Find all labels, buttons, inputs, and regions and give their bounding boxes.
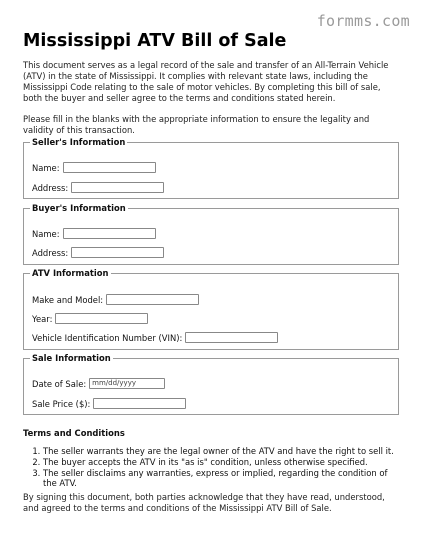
atv-vin-field[interactable] (185, 332, 278, 343)
terms-list (23, 446, 401, 489)
seller-section (23, 137, 399, 199)
sale-date-field[interactable]: mm/dd/yyyy (89, 378, 165, 389)
atv-make-field[interactable] (106, 294, 199, 305)
terms-item: 1. The seller warrants they are the legal owner of the ATV and have the right to sell it. (43, 446, 401, 457)
sale-date-row (32, 378, 165, 389)
sale-price-row (32, 398, 186, 409)
seller-name-label: Name: (32, 162, 60, 173)
buyer-legend: Buyer's Information (32, 203, 126, 213)
watermark: formms.com (316, 12, 410, 30)
atv-legend: ATV Information (32, 268, 109, 278)
seller-address-field[interactable] (71, 182, 164, 193)
seller-legend: Seller's Information (32, 137, 126, 147)
buyer-name-field[interactable] (63, 228, 156, 239)
atv-make-row (32, 294, 199, 305)
atv-year-field[interactable] (55, 313, 148, 324)
closing-paragraph: By signing this document, both parties acknowledge that they have read, understood, and agreed to the terms and conditions of the Mississippi ATV Bill of Sale. (23, 492, 385, 513)
document-page (23, 30, 401, 513)
intro-paragraph: This document serves as a legal record of the sale and transfer of an All-Terrain Vehicle (ATV) in the state of Mississippi. It complies with relevant state laws, including the Mississippi Code relating to the sale of motor vehicles. By completing this bill of sale, both the buyer and seller agree to the terms and conditions stated herein. (23, 60, 389, 103)
atv-vin-row (32, 332, 278, 343)
sale-legend: Sale Information (32, 353, 111, 363)
buyer-address-label: Address: (32, 247, 69, 258)
atv-vin-label: Vehicle Identification Number (VIN): (32, 332, 183, 343)
seller-name-row (32, 162, 156, 173)
atv-section (23, 268, 399, 350)
sale-section (23, 353, 399, 415)
terms-item: 3. The seller disclaims any warranties, express or implied, regarding the condition of the ATV. (43, 468, 401, 490)
instructions-paragraph: Please fill in the blanks with the appropriate information to ensure the legality and validity of this transaction. (23, 114, 370, 135)
buyer-name-row (32, 228, 156, 239)
buyer-address-row (32, 247, 164, 258)
buyer-address-field[interactable] (71, 247, 164, 258)
buyer-name-label: Name: (32, 228, 60, 239)
seller-address-label: Address: (32, 182, 69, 193)
sale-date-label: Date of Sale: (32, 378, 87, 389)
atv-year-label: Year: (32, 313, 53, 324)
atv-year-row (32, 313, 148, 324)
page-title: Mississippi ATV Bill of Sale (23, 31, 287, 51)
atv-make-label: Make and Model: (32, 294, 104, 305)
sale-price-label: Sale Price ($): (32, 398, 91, 409)
seller-address-row (32, 182, 164, 193)
seller-name-field[interactable] (63, 162, 156, 173)
buyer-section (23, 203, 399, 265)
sale-price-field[interactable] (93, 398, 186, 409)
terms-item: 2. The buyer accepts the ATV in its "as is" condition, unless otherwise specified. (43, 457, 401, 468)
terms-title: Terms and Conditions (23, 428, 125, 438)
